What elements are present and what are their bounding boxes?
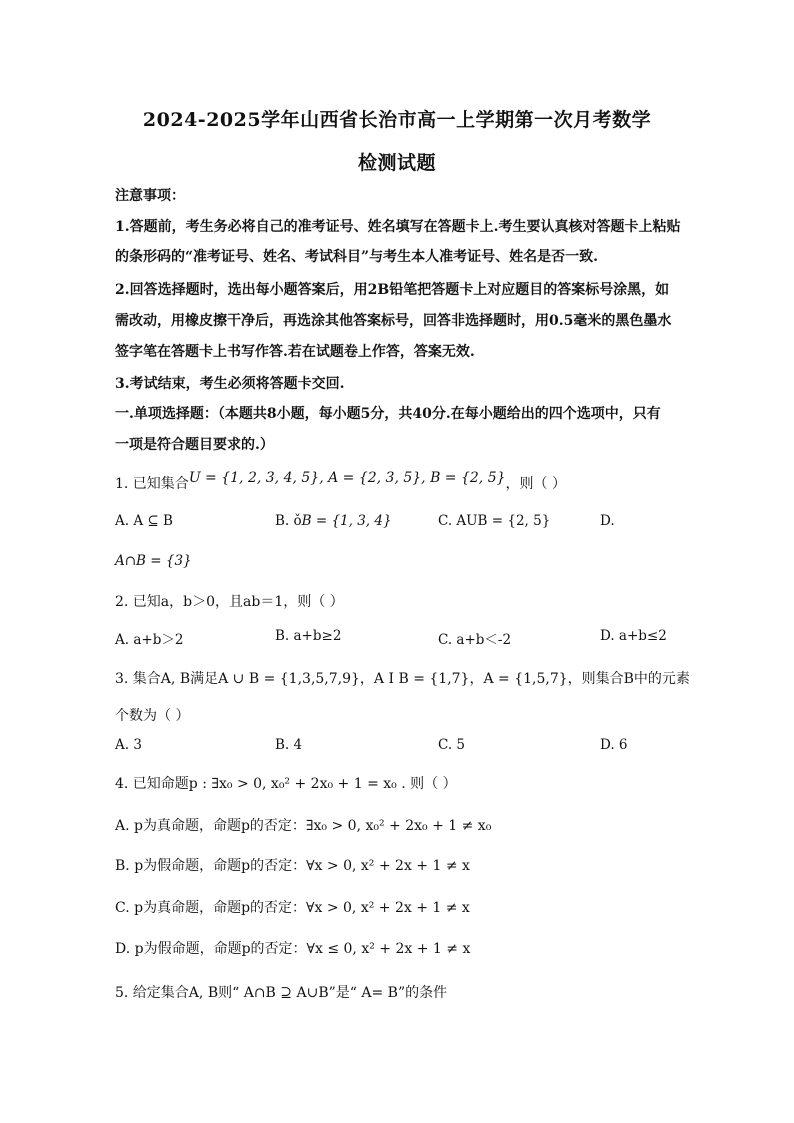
- q1-option-b-label: B. ǒ: [275, 513, 302, 529]
- q1-option-c: C. AUB = {2, 5}: [438, 513, 551, 529]
- q1-option-d: D.: [600, 513, 615, 529]
- q3-option-a: A. 3: [115, 737, 142, 753]
- q2-option-d: D. a+b≤2: [600, 628, 667, 644]
- q1-option-a: A. A ⊆ B: [115, 513, 173, 529]
- document-title: 2024-2025学年山西省长治市高一上学期第一次月考数学: [142, 109, 652, 131]
- notice-item-2-cont: 需改动，用橡皮擦干净后，再选涂其他答案标号，回答非选择题时，用0.5毫米的黑色墨水: [115, 313, 672, 329]
- q4-option-b: B. p为假命题，命题p的否定：∀x > 0, x² + 2x + 1 ≠ x: [115, 858, 470, 874]
- q2-option-a: A. a+b＞2: [115, 632, 184, 648]
- q3-option-b: B. 4: [275, 737, 303, 753]
- question-3-stem: 3. 集合A, B满足A ∪ B = {1,3,5,7,9}，A I B = {1,7}，A = {1,5,7}，则集合B中的元素: [115, 671, 690, 687]
- notice-item-3: 3.考试结束，考生必须将答题卡交回.: [115, 376, 345, 392]
- q2-option-c: C. a+b＜-2: [438, 632, 512, 648]
- notice-item-2: 2.回答选择题时，选出每小题答案后，用2B铅笔把答题卡上对应题目的答案标号涂黑，如: [115, 282, 670, 298]
- notice-item-1-cont: 的条形码的“准考证号、姓名、考试科目”与考生本人准考证号、姓名是否一致.: [115, 249, 598, 265]
- q4-option-a: A. p为真命题，命题p的否定：∃x₀ > 0, x₀² + 2x₀ + 1 ≠ x₀: [115, 818, 492, 834]
- notice-heading: 注意事项：: [115, 188, 185, 204]
- section-heading-cont: 一项是符合题目要求的.）: [115, 437, 274, 453]
- question-3-stem-cont: 个数为（ ）: [115, 708, 190, 724]
- notice-item-2-cont2: 签字笔在答题卡上书写作答.若在试题卷上作答，答案无效.: [115, 344, 475, 360]
- q3-option-c: C. 5: [438, 737, 466, 753]
- q1-option-b-math: B = {1, 3, 4}: [301, 513, 392, 529]
- document-subtitle: 检测试题: [357, 152, 436, 174]
- question-2-stem: 2. 已知a，b＞0，且ab＝1，则（ ）: [115, 594, 344, 610]
- section-heading: 一.单项选择题：（本题共8小题，每小题5分，共40分.在每小题给出的四个选项中，只有: [115, 406, 661, 422]
- q2-option-b: B. a+b≥2: [275, 628, 342, 644]
- q3-option-d: D. 6: [600, 737, 628, 753]
- question-4-stem: 4. 已知命题p : ∃x₀ > 0, x₀² + 2x₀ + 1 = x₀ . 则（ ）: [115, 776, 457, 792]
- q1-option-b: [275, 513, 392, 529]
- q4-option-d: D. p为假命题，命题p的否定：∀x ≤ 0, x² + 2x + 1 ≠ x: [115, 941, 471, 957]
- question-1-prefix: 1. 已知集合: [115, 476, 189, 492]
- question-1-math: U = {1, 2, 3, 4, 5}, A = {2, 3, 5}, B = {2, 5}: [188, 470, 506, 486]
- question-5-stem: 5. 给定集合A, B则“ A∩B ⊇ A∪B”是“ A= B”的条件: [115, 985, 448, 1001]
- notice-item-1: 1.答题前，考生务必将自己的准考证号、姓名填写在答题卡上.考生要认真核对答题卡上粘贴: [115, 219, 681, 235]
- q4-option-c: C. p为真命题，命题p的否定：∀x > 0, x² + 2x + 1 ≠ x: [115, 900, 470, 916]
- q1-option-d-cont: A∩B = {3}: [115, 553, 192, 569]
- question-1-stem: [115, 470, 680, 493]
- question-1-suffix: ，则（ ）: [505, 476, 566, 492]
